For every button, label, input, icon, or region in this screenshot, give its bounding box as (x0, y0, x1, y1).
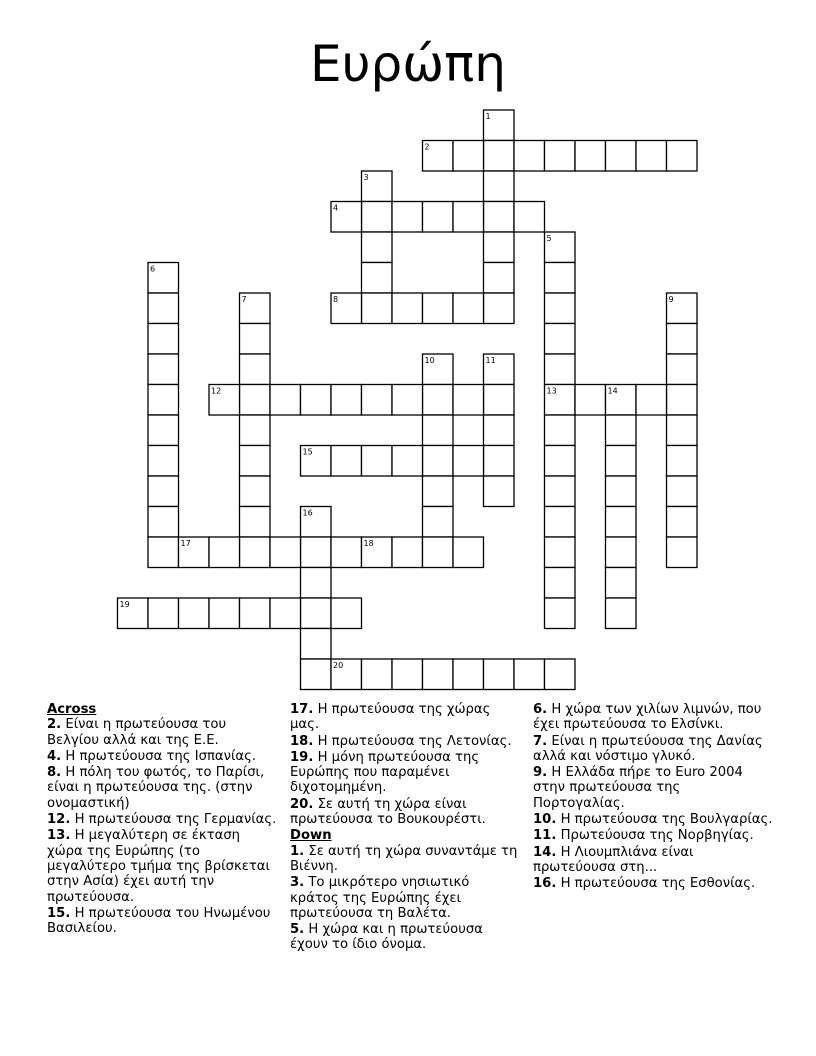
grid-cell[interactable] (301, 537, 332, 568)
grid-cell[interactable] (148, 537, 179, 568)
grid-cell[interactable] (484, 202, 515, 233)
cell-number: 20 (333, 661, 344, 670)
grid-cell[interactable] (148, 598, 179, 629)
clue-item (290, 702, 522, 733)
grid-cell[interactable] (148, 476, 179, 507)
clue-number: 1. (290, 843, 305, 859)
clue-item (47, 765, 279, 811)
grid-cell[interactable] (484, 293, 515, 324)
grid-cell[interactable] (331, 537, 362, 568)
clue-number: 20. (290, 796, 314, 812)
clue-item (290, 875, 522, 921)
grid-cell[interactable] (148, 385, 179, 416)
clue-number: 4. (47, 748, 62, 764)
cell-number: 8 (333, 295, 339, 304)
cell-number: 13 (546, 386, 557, 396)
grid-cell[interactable] (148, 324, 179, 355)
clue-text: Η Λιουμπλιάνα είναι πρωτεύουσα στη... (533, 844, 694, 875)
grid-cell[interactable] (545, 598, 576, 629)
cell-number: 7 (241, 295, 247, 304)
grid-cell[interactable] (270, 537, 301, 568)
clue-item (290, 734, 522, 749)
clue-text: Η Ελλάδα πήρε το Euro 2004 στην πρωτεύουσα της Πορτογαλίας. (533, 765, 743, 811)
clue-text: Πρωτεύουσα της Νορβηγίας. (556, 828, 754, 844)
grid-cell[interactable] (240, 537, 271, 568)
grid-cell[interactable] (545, 476, 576, 507)
clue-text: Η χώρα και η πρωτεύουσα έχουν το ίδιο όνομα. (290, 922, 483, 953)
grid-cell[interactable] (514, 141, 545, 172)
grid-cell[interactable] (667, 476, 698, 507)
clue-number: 3. (290, 875, 305, 891)
grid-cell[interactable] (392, 446, 423, 477)
grid-cell[interactable] (392, 537, 423, 568)
clue-number: 7. (533, 733, 548, 749)
clue-text: Σε αυτή τη χώρα συναντάμε τη Βιέννη. (290, 843, 518, 874)
clue-item (47, 717, 279, 748)
cell-number: 19 (119, 600, 130, 609)
clue-number: 11. (533, 828, 557, 844)
clue-number: 2. (47, 717, 62, 733)
cell-number: 12 (211, 386, 222, 396)
grid-cell[interactable] (362, 385, 393, 416)
grid-cell[interactable] (606, 598, 637, 629)
grid-cell[interactable] (484, 385, 515, 416)
grid-cell[interactable] (148, 507, 179, 538)
clue-text: Η χώρα των χιλίων λιμνών, που έχει πρωτεύουσα το Ελσίνκι. (533, 702, 762, 733)
clue-number: 12. (47, 812, 71, 828)
grid-cell[interactable] (606, 446, 637, 477)
grid-cell[interactable] (392, 293, 423, 324)
grid-cell[interactable] (270, 385, 301, 416)
cell-number: 15 (302, 447, 313, 457)
clue-text: Το μικρότερο νησιωτικό κράτος της Ευρώπης έχει πρωτεύουσα τη Βαλέτα. (290, 875, 470, 921)
grid-cell[interactable] (423, 507, 454, 538)
grid-cell[interactable] (270, 598, 301, 629)
clue-number: 14. (533, 844, 557, 860)
clue-text: Η πρωτεύουσα της χώρας μας. (290, 702, 491, 733)
grid-cell[interactable] (423, 415, 454, 446)
grid-cell[interactable] (667, 385, 698, 416)
grid-cell[interactable] (545, 507, 576, 538)
grid-cell[interactable] (240, 507, 271, 538)
grid-cell[interactable] (423, 476, 454, 507)
grid-cell[interactable] (484, 141, 515, 172)
grid-cell[interactable] (484, 263, 515, 294)
grid-cell[interactable] (545, 354, 576, 385)
grid-cell[interactable] (484, 659, 515, 690)
grid-cell[interactable] (148, 354, 179, 385)
cell-number: 11 (485, 356, 496, 365)
grid-cell[interactable] (148, 415, 179, 446)
clue-number: 13. (47, 828, 71, 844)
clue-text: Η πόλη του φωτός, το Παρίσι, είναι η πρωτεύουσα της. (στην ονομαστική) (47, 765, 265, 811)
cell-number: 2 (424, 142, 430, 152)
clue-column-3 (533, 702, 773, 893)
grid-cell[interactable] (514, 202, 545, 233)
grid-cell[interactable] (209, 537, 240, 568)
grid-cell[interactable] (240, 354, 271, 385)
clue-number: 10. (533, 812, 557, 828)
cell-number: 9 (668, 295, 674, 304)
clue-item (290, 797, 522, 828)
page-title: Ευρώπη (310, 35, 506, 93)
grid-cell[interactable] (423, 446, 454, 477)
grid-cell[interactable] (667, 415, 698, 446)
clue-number: 15. (47, 905, 71, 921)
grid-cell[interactable] (362, 293, 393, 324)
grid-cell[interactable] (240, 385, 271, 416)
grid-cell[interactable] (545, 659, 576, 690)
grid-cell[interactable] (148, 293, 179, 324)
grid-cell[interactable] (545, 141, 576, 172)
grid-cell[interactable] (606, 476, 637, 507)
clue-text: Η πρωτεύουσα του Ηνωμένου Βασιλείου. (47, 905, 271, 937)
clue-item (47, 906, 279, 937)
grid-cell[interactable] (148, 446, 179, 477)
grid-cell[interactable] (545, 568, 576, 599)
grid-cell[interactable] (453, 659, 484, 690)
grid-cell[interactable] (575, 141, 606, 172)
grid-cell[interactable] (636, 385, 667, 416)
grid-cell[interactable] (606, 568, 637, 599)
grid-cell[interactable] (545, 415, 576, 446)
clue-item (47, 749, 279, 764)
grid-cell[interactable] (331, 446, 362, 477)
grid-cell[interactable] (453, 446, 484, 477)
grid-cell[interactable] (362, 232, 393, 263)
grid-cell[interactable] (240, 446, 271, 477)
grid-cell[interactable] (240, 324, 271, 355)
grid-cell[interactable] (606, 415, 637, 446)
grid-cell[interactable] (331, 598, 362, 629)
grid-cell[interactable] (606, 507, 637, 538)
clue-number: 18. (290, 733, 314, 749)
grid-cell[interactable] (545, 293, 576, 324)
clue-item (533, 765, 773, 811)
grid-cell[interactable] (423, 659, 454, 690)
grid-cell[interactable] (453, 537, 484, 568)
grid-cell[interactable] (240, 476, 271, 507)
grid-cell[interactable] (667, 354, 698, 385)
grid-cell[interactable] (453, 202, 484, 233)
grid-cell[interactable] (301, 598, 332, 629)
grid-cell[interactable] (545, 537, 576, 568)
clue-item (533, 845, 773, 876)
grid-cell[interactable] (240, 598, 271, 629)
grid-cell[interactable] (484, 476, 515, 507)
clue-item (47, 812, 279, 827)
clue-text: Είναι η πρωτεύουσα του Βελγίου αλλά και της Ε.Ε. (47, 717, 227, 748)
across-heading: Across (47, 702, 97, 717)
grid-cell[interactable] (423, 385, 454, 416)
clue-item (533, 876, 773, 891)
clue-text: Είναι η πρωτεύουσα της Δανίας αλλά και νόστιμο γλυκό. (533, 733, 763, 764)
grid-cell[interactable] (667, 141, 698, 172)
clue-item (290, 922, 522, 953)
grid-cell[interactable] (362, 202, 393, 233)
clue-column-1 (47, 702, 279, 937)
grid-cell[interactable] (331, 385, 362, 416)
clue-number: 9. (533, 765, 548, 781)
grid-cell[interactable] (453, 141, 484, 172)
cell-number: 5 (546, 234, 552, 243)
clue-item (290, 750, 522, 796)
clue-item (290, 844, 522, 875)
grid-cell[interactable] (392, 385, 423, 416)
clue-number: 19. (290, 749, 314, 765)
grid-cell[interactable] (301, 659, 332, 690)
grid-cell[interactable] (606, 141, 637, 172)
clue-text: Η μεγαλύτερη σε έκταση χώρα της Ευρώπης (το μεγαλύτερο τμήμα της βρίσκεται στην Ασία) έχει αυτή την πρωτεύουσα. (47, 828, 270, 905)
clue-text: Η πρωτεύουσα της Γερμανίας. (70, 812, 277, 828)
grid-cell[interactable] (636, 141, 667, 172)
clue-number: 16. (533, 876, 557, 892)
grid-cell[interactable] (484, 446, 515, 477)
cell-number: 14 (607, 386, 618, 396)
clue-number: 17. (290, 702, 314, 717)
cell-number: 1 (485, 112, 491, 121)
grid-cell[interactable] (301, 385, 332, 416)
clue-text: Η πρωτεύουσα της Βουλγαρίας. (556, 812, 773, 828)
grid-cell[interactable] (545, 324, 576, 355)
grid-cell[interactable] (514, 659, 545, 690)
grid-cell[interactable] (667, 507, 698, 538)
grid-cell[interactable] (423, 537, 454, 568)
down-heading: Down (290, 828, 332, 844)
grid-cell[interactable] (545, 263, 576, 294)
grid-cell[interactable] (392, 659, 423, 690)
clue-item (533, 702, 773, 733)
clue-text: Η μόνη πρωτεύουσα της Ευρώπης που παραμένει διχοτομημένη. (290, 749, 480, 796)
grid-cell[interactable] (575, 385, 606, 416)
grid-cell[interactable] (484, 415, 515, 446)
clue-item (47, 828, 279, 904)
clue-number: 8. (47, 765, 62, 781)
cell-number: 3 (363, 173, 369, 182)
grid-cell[interactable] (301, 568, 332, 599)
grid-cell[interactable] (606, 537, 637, 568)
grid-cell[interactable] (362, 263, 393, 294)
grid-cell[interactable] (453, 385, 484, 416)
clue-text: Σε αυτή τη χώρα είναι πρωτεύουσα το Βουκουρέστι. (290, 796, 486, 828)
grid-cell[interactable] (484, 232, 515, 263)
grid-cell[interactable] (392, 202, 423, 233)
clue-item (533, 828, 773, 843)
cell-number: 6 (150, 264, 156, 274)
grid-cell[interactable] (240, 415, 271, 446)
cell-number: 17 (180, 539, 191, 548)
clue-item (533, 812, 773, 827)
clue-text: Η πρωτεύουσα της Ισπανίας. (61, 748, 257, 764)
grid-cell[interactable] (362, 446, 393, 477)
clue-number: 5. (290, 922, 305, 938)
grid-cell[interactable] (667, 446, 698, 477)
grid-cell[interactable] (423, 293, 454, 324)
grid-cell[interactable] (301, 629, 332, 660)
cell-number: 10 (424, 356, 435, 365)
clue-text: Η πρωτεύουσα της Λετονίας. (313, 733, 512, 749)
cell-number: 18 (363, 539, 374, 548)
grid-cell[interactable] (453, 293, 484, 324)
clue-number: 6. (533, 702, 548, 717)
cell-number: 4 (333, 203, 339, 213)
cell-number: 16 (302, 508, 313, 518)
clue-column-2 (290, 702, 522, 954)
grid-cell[interactable] (484, 171, 515, 202)
grid-cell[interactable] (667, 537, 698, 568)
grid-cell[interactable] (362, 659, 393, 690)
grid-cell[interactable] (179, 598, 210, 629)
clue-text: Η πρωτεύουσα της Εσθονίας. (556, 876, 756, 892)
grid-cell[interactable] (209, 598, 240, 629)
grid-cell[interactable] (667, 324, 698, 355)
grid-cell[interactable] (423, 202, 454, 233)
clue-item (533, 734, 773, 765)
grid-cell[interactable] (545, 446, 576, 477)
